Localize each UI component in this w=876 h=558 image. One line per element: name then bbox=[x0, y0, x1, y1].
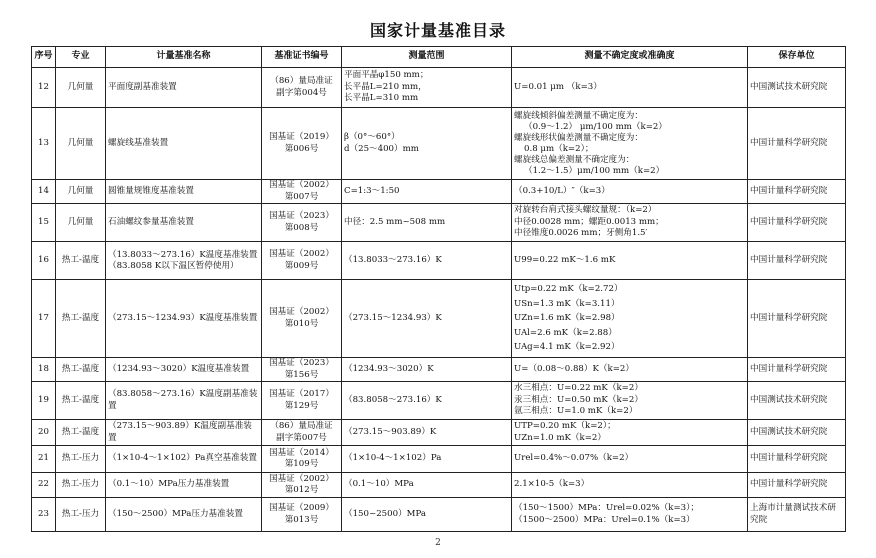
header-range: 测量范围 bbox=[342, 47, 512, 68]
row-range bbox=[342, 108, 512, 180]
row-range bbox=[342, 180, 512, 204]
cert-line: 国基证（2023） bbox=[269, 358, 334, 368]
cert-line: 国基证（2009） bbox=[269, 503, 334, 513]
uncertainty-line: 中径0.0028 mm；螺距0.0013 mm； bbox=[514, 216, 664, 227]
table-row bbox=[32, 446, 846, 473]
row-name: （1×10-4～1×102）Pa真空基准装置 bbox=[106, 446, 262, 473]
row-uncertainty bbox=[512, 382, 748, 420]
page-title: 国家计量基准目录 bbox=[369, 21, 506, 40]
row-uncertainty bbox=[512, 204, 748, 242]
row-field: 热工-温度 bbox=[56, 242, 106, 280]
range-line: （0.1～10）MPa bbox=[344, 479, 414, 490]
header-name: 计量基准名称 bbox=[106, 47, 262, 68]
row-cert bbox=[262, 382, 342, 420]
row-cert bbox=[262, 108, 342, 180]
range-line: （150~2500）MPa bbox=[344, 508, 426, 519]
page-number: 2 bbox=[435, 538, 441, 548]
row-field: 几何量 bbox=[56, 180, 106, 204]
cert-line: （86）量局准证 bbox=[270, 421, 333, 431]
table-row bbox=[32, 180, 846, 204]
row-name: 圆锥量规锥度基准装置 bbox=[106, 180, 262, 204]
row-cert bbox=[262, 420, 342, 446]
uncertainty-line: 0.8 μm（k=2）； bbox=[524, 143, 594, 154]
row-uncertainty bbox=[512, 242, 748, 280]
row-field: 热工-压力 bbox=[56, 473, 106, 498]
row-range bbox=[342, 446, 512, 473]
header-uncertainty: 测量不确定度或准确度 bbox=[512, 47, 748, 68]
row-unit: 上海市计量测试技术研究院 bbox=[748, 498, 846, 532]
row-field: 热工-温度 bbox=[56, 358, 106, 382]
row-uncertainty bbox=[512, 358, 748, 382]
row-cert bbox=[262, 446, 342, 473]
row-field: 热工-压力 bbox=[56, 446, 106, 473]
uncertainty-line: UTP=0.20 mK（k=2）； bbox=[514, 421, 616, 431]
range-line: C=1:3～1:50 bbox=[344, 185, 400, 196]
cert-line: 第008号 bbox=[284, 222, 319, 233]
uncertainty-line: 螺旋线总偏差测量不确定度为： bbox=[514, 154, 635, 165]
row-range bbox=[342, 204, 512, 242]
uncertainty-line: 水三相点：U=0.22 mK（k=2） bbox=[514, 383, 643, 394]
cert-line: 国基证（2014） bbox=[269, 447, 334, 458]
cert-line: 副字第007号 bbox=[276, 432, 327, 443]
cert-line: 第109号 bbox=[284, 459, 319, 469]
range-line: 长平晶L=310 mm bbox=[344, 93, 419, 104]
header-cert: 基准证书编号 bbox=[262, 47, 342, 68]
range-line: （1×10-4～1×102）Pa bbox=[344, 453, 442, 464]
row-unit: 中国测试技术研究院 bbox=[748, 68, 846, 108]
row-unit: 中国测试技术研究院 bbox=[748, 420, 846, 446]
row-range bbox=[342, 473, 512, 498]
uncertainty-line: U=0.01 μm （k=3） bbox=[514, 81, 602, 92]
row-field: 热工-温度 bbox=[56, 420, 106, 446]
row-unit: 中国计量科学研究院 bbox=[748, 473, 846, 498]
range-line: （273.15～1234.93）K bbox=[344, 312, 442, 323]
cert-line: 第006号 bbox=[284, 143, 319, 154]
table-header-row bbox=[32, 47, 846, 68]
row-no: 12 bbox=[32, 68, 56, 108]
row-range bbox=[342, 382, 512, 420]
uncertainty-line: UAl=2.6 mK（k=2.88） bbox=[514, 327, 617, 338]
row-unit: 中国计量科学研究院 bbox=[748, 358, 846, 382]
cert-line: 国基证（2019） bbox=[269, 132, 334, 142]
row-uncertainty bbox=[512, 473, 748, 498]
cert-line: 第013号 bbox=[284, 514, 319, 525]
table-row bbox=[32, 498, 846, 532]
row-uncertainty bbox=[512, 446, 748, 473]
row-cert bbox=[262, 68, 342, 108]
uncertainty-line: UZn=1.6 mK（k=2.98） bbox=[514, 313, 620, 324]
row-no: 14 bbox=[32, 180, 56, 204]
range-line: （83.8058～273.16）K bbox=[344, 394, 442, 405]
standards-catalog-table bbox=[31, 46, 846, 532]
uncertainty-line: 中径锥度0.0026 mm；牙侧角1.5′ bbox=[514, 228, 648, 239]
row-field: 几何量 bbox=[56, 68, 106, 108]
range-line: β（0°～60°） bbox=[344, 132, 400, 142]
row-range bbox=[342, 358, 512, 382]
cert-line: （86）量局准证 bbox=[270, 76, 333, 86]
row-name: （150～2500）MPa压力基准装置 bbox=[106, 498, 262, 532]
uncertainty-line: 汞三相点：U=0.50 mK（k=2） bbox=[514, 394, 643, 405]
row-unit: 中国计量科学研究院 bbox=[748, 242, 846, 280]
row-name: （13.8033～273.16）K温度基准装置（83.8058 K以下温区暂停使用） bbox=[106, 242, 262, 280]
uncertainty-line: Urel=0.4%～0.07%（k=2） bbox=[514, 453, 634, 464]
row-field: 几何量 bbox=[56, 204, 106, 242]
table-row bbox=[32, 108, 846, 180]
row-name: （273.15～1234.93）K温度基准装置 bbox=[106, 280, 262, 358]
cert-line: 国基证（2017） bbox=[269, 389, 334, 399]
header-field: 专业 bbox=[56, 47, 106, 68]
uncertainty-line: 螺旋线倾斜偏差测量不确定度为： bbox=[514, 110, 643, 121]
cert-line: 国基证（2002） bbox=[269, 307, 334, 317]
uncertainty-line: （1.2～1.5）μm/100 mm（k=2） bbox=[524, 165, 665, 176]
row-unit: 中国计量科学研究院 bbox=[748, 446, 846, 473]
range-line: （1234.93～3020）K bbox=[344, 363, 434, 374]
row-no: 19 bbox=[32, 382, 56, 420]
row-range bbox=[342, 242, 512, 280]
row-uncertainty bbox=[512, 68, 748, 108]
cert-line: 第129号 bbox=[284, 400, 319, 411]
header-no: 序号 bbox=[32, 47, 56, 68]
row-field: 热工-温度 bbox=[56, 280, 106, 358]
range-line: d（25～400）mm bbox=[344, 143, 419, 154]
row-field: 热工-温度 bbox=[56, 382, 106, 420]
range-line: 平面平晶φ150 mm； bbox=[344, 70, 429, 81]
row-name: 平面度副基准装置 bbox=[106, 68, 262, 108]
row-no: 18 bbox=[32, 358, 56, 382]
row-name: （83.8058～273.16）K温度副基准装置 bbox=[106, 382, 262, 420]
row-unit: 中国计量科学研究院 bbox=[748, 204, 846, 242]
row-no: 21 bbox=[32, 446, 56, 473]
table-row bbox=[32, 473, 846, 498]
uncertainty-line: Utp=0.22 mK（k=2.72） bbox=[514, 284, 623, 295]
row-name: （273.15～903.89）K温度副基准装置 bbox=[106, 420, 262, 446]
row-no: 16 bbox=[32, 242, 56, 280]
row-uncertainty bbox=[512, 180, 748, 204]
uncertainty-line: USn=1.3 mK（k=3.11） bbox=[514, 298, 620, 309]
range-line: 长平晶L=210 mm， bbox=[344, 81, 427, 92]
uncertainty-line: U99=0.22 mK～1.6 mK bbox=[514, 254, 616, 265]
row-range bbox=[342, 498, 512, 532]
table-row bbox=[32, 242, 846, 280]
uncertainty-line: UZn=1.0 mK（k=2） bbox=[514, 432, 606, 443]
cert-line: 第009号 bbox=[284, 260, 319, 271]
row-cert bbox=[262, 242, 342, 280]
range-line: 中径：2.5 mm~508 mm bbox=[344, 216, 446, 227]
uncertainty-line: （150～1500）MPa：Urel=0.02%（k=3）； bbox=[514, 503, 700, 513]
row-no: 13 bbox=[32, 108, 56, 180]
row-cert bbox=[262, 280, 342, 358]
row-no: 20 bbox=[32, 420, 56, 446]
row-cert bbox=[262, 498, 342, 532]
cert-line: 第010号 bbox=[284, 318, 319, 329]
row-no: 22 bbox=[32, 473, 56, 498]
row-no: 15 bbox=[32, 204, 56, 242]
uncertainty-line: （1500～2500）MPa：Urel=0.1%（k=3） bbox=[514, 514, 695, 525]
header-unit: 保存单位 bbox=[748, 47, 846, 68]
table-row bbox=[32, 68, 846, 108]
range-line: （273.15～903.89）K bbox=[344, 426, 437, 437]
uncertainty-line: 2.1×10-5（k=3） bbox=[514, 479, 590, 490]
cert-line: 国基证（2002） bbox=[269, 180, 334, 190]
cert-line: 副字第004号 bbox=[276, 87, 327, 98]
row-range bbox=[342, 420, 512, 446]
uncertainty-line: U=（0.08～0.88）K（k=2） bbox=[514, 363, 634, 374]
uncertainty-line: （0.9～1.2） μm/100 mm（k=2） bbox=[524, 121, 667, 132]
cert-line: 国基证（2002） bbox=[269, 249, 334, 259]
table-row bbox=[32, 382, 846, 420]
row-unit: 中国计量科学研究院 bbox=[748, 180, 846, 204]
row-uncertainty bbox=[512, 280, 748, 358]
row-range bbox=[342, 68, 512, 108]
row-cert bbox=[262, 358, 342, 382]
row-unit: 中国测试技术研究院 bbox=[748, 382, 846, 420]
row-field: 热工-压力 bbox=[56, 498, 106, 532]
row-name: 螺旋线基准装置 bbox=[106, 108, 262, 180]
uncertainty-line: UAg=4.1 mK（k=2.92） bbox=[514, 342, 620, 353]
row-cert bbox=[262, 180, 342, 204]
row-range bbox=[342, 280, 512, 358]
row-name: 石油螺纹参量基准装置 bbox=[106, 204, 262, 242]
row-unit: 中国计量科学研究院 bbox=[748, 108, 846, 180]
row-unit: 中国计量科学研究院 bbox=[748, 280, 846, 358]
row-uncertainty bbox=[512, 498, 748, 532]
row-cert bbox=[262, 204, 342, 242]
table-row bbox=[32, 280, 846, 358]
cert-line: 国基证（2002） bbox=[269, 473, 334, 484]
row-uncertainty bbox=[512, 420, 748, 446]
uncertainty-line: 螺旋线形状偏差测量不确定度为： bbox=[514, 132, 643, 143]
range-line: （13.8033～273.16）K bbox=[344, 254, 442, 265]
row-name: （0.1～10）MPa压力基准装置 bbox=[106, 473, 262, 498]
row-no: 17 bbox=[32, 280, 56, 358]
row-field: 几何量 bbox=[56, 108, 106, 180]
row-cert bbox=[262, 473, 342, 498]
uncertainty-line: 对旋转台肩式接头螺纹量规：（k=2） bbox=[514, 205, 657, 216]
uncertainty-line: （0.3+10/L）″（k=3） bbox=[514, 185, 610, 196]
cert-line: 第007号 bbox=[284, 191, 319, 202]
row-no: 23 bbox=[32, 498, 56, 532]
cert-line: 第156号 bbox=[284, 369, 319, 380]
row-name: （1234.93～3020）K温度基准装置 bbox=[106, 358, 262, 382]
table-row bbox=[32, 204, 846, 242]
cert-line: 国基证（2023） bbox=[269, 211, 334, 221]
cert-line: 第012号 bbox=[284, 485, 319, 495]
row-uncertainty bbox=[512, 108, 748, 180]
table-row bbox=[32, 420, 846, 446]
table-row bbox=[32, 358, 846, 382]
uncertainty-line: 氩三相点：U=1.0 mK（k=2） bbox=[514, 406, 638, 417]
